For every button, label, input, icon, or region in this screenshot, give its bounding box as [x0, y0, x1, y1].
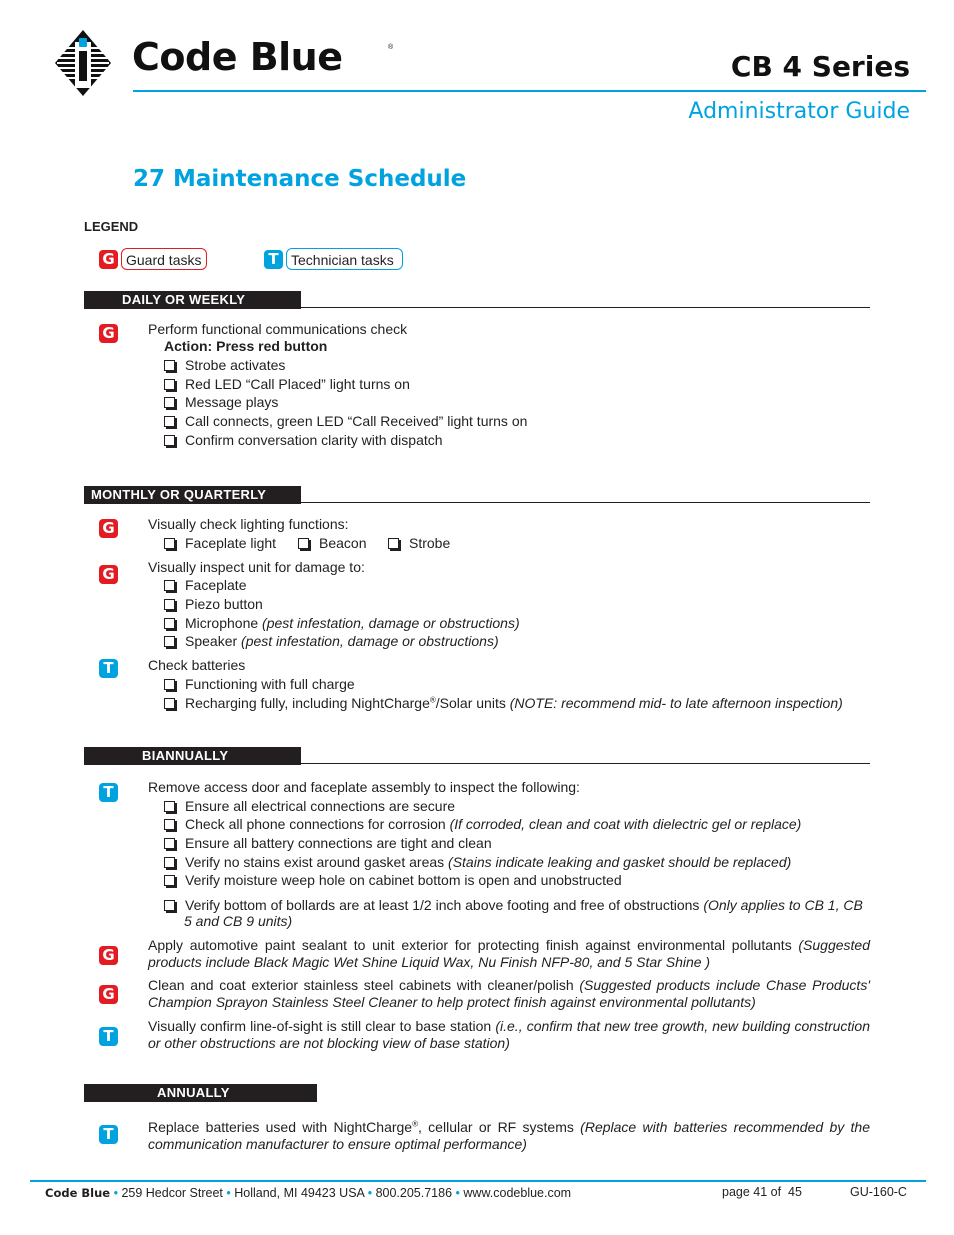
checklist-item: Confirm conversation clarity with dispatch: [164, 432, 443, 449]
checkbox-icon[interactable]: [164, 435, 175, 446]
technician-badge-icon: T: [99, 1027, 118, 1046]
checklist-item: Piezo button: [164, 596, 263, 613]
checkbox-icon[interactable]: [164, 698, 175, 709]
checkbox-icon[interactable]: [164, 801, 175, 812]
checklist-item: Faceplate light: [164, 535, 276, 552]
task-text: Perform functional communications check: [148, 321, 408, 337]
checkbox-icon[interactable]: [164, 857, 175, 868]
checkbox-icon[interactable]: [164, 379, 175, 390]
section-rule: [300, 763, 870, 764]
task-paragraph: Apply automotive paint sealant to unit exterior for protecting finish against environmental pollutants (Suggested products include Black Magic Wet Shine Liquid Wax, Nu Finish NFP-80, and 5 Star Shine ): [148, 937, 870, 970]
technician-badge-icon: T: [99, 783, 118, 802]
checkbox-icon[interactable]: [164, 397, 175, 408]
footer-website[interactable]: www.codeblue.com: [463, 1186, 572, 1200]
footer-separator: •: [455, 1186, 460, 1200]
footer-divider: [30, 1180, 926, 1182]
checkbox-icon[interactable]: [164, 875, 175, 886]
section-header-biannually: BIANNUALLY: [84, 747, 301, 765]
footer-separator: •: [113, 1186, 118, 1200]
document-id: GU-160-C: [850, 1185, 907, 1199]
checklist-item: Strobe activates: [164, 357, 285, 374]
section-header-daily: DAILY OR WEEKLY: [84, 291, 301, 309]
legend-label: LEGEND: [84, 219, 139, 234]
checkbox-icon[interactable]: [164, 599, 175, 610]
checkbox-icon[interactable]: [164, 636, 175, 647]
checkbox-icon[interactable]: [164, 618, 175, 629]
task-action: Action: Press red button: [164, 338, 328, 354]
guard-badge-icon: G: [99, 946, 118, 965]
section-header-annually: ANNUALLY: [84, 1084, 317, 1102]
task-text: Visually inspect unit for damage to:: [148, 559, 365, 575]
checklist-item: Verify bottom of bollards are at least 1/2 inch above footing and free of obstructions (Only applies to CB 1, CB: [164, 897, 863, 914]
checklist-item: Red LED “Call Placed” light turns on: [164, 376, 410, 393]
checklist-item: Check all phone connections for corrosion (If corroded, clean and coat with dielectric gel or replace): [164, 816, 801, 833]
guide-subtitle: Administrator Guide: [688, 99, 910, 124]
footer-contact: [45, 1186, 571, 1201]
checkbox-icon[interactable]: [164, 416, 175, 427]
checkbox-icon[interactable]: [164, 819, 175, 830]
technician-badge-icon: T: [264, 250, 283, 269]
code-blue-logo-icon: [55, 30, 111, 96]
checklist-item: Microphone (pest infestation, damage or obstructions): [164, 615, 520, 632]
footer-separator: •: [226, 1186, 231, 1200]
footer-phone: 800.205.7186: [375, 1186, 453, 1200]
technician-badge-icon: T: [99, 1125, 118, 1144]
footer-city: Holland, MI 49423 USA: [234, 1186, 365, 1200]
checkbox-icon[interactable]: [164, 538, 175, 549]
section-header-monthly: MONTHLY OR QUARTERLY: [84, 486, 301, 504]
checkbox-icon[interactable]: [164, 360, 175, 371]
checkbox-icon[interactable]: [298, 538, 309, 549]
header-divider: [133, 90, 926, 92]
checklist-item: Ensure all electrical connections are secure: [164, 798, 455, 815]
checkbox-icon[interactable]: [164, 679, 175, 690]
footer-separator: •: [367, 1186, 373, 1200]
guard-badge-icon: G: [99, 565, 118, 584]
guard-badge-icon: G: [99, 985, 118, 1004]
registered-mark: ®: [388, 44, 394, 51]
task-paragraph: Visually confirm line-of-sight is still clear to base station (i.e., confirm that new tree growth, new building construction or other obstructions are not blocking view of base station): [148, 1018, 870, 1051]
task-paragraph: Clean and coat exterior stainless steel cabinets with cleaner/polish (Suggested products include Chase Products' Champion Sprayon Stainless Steel Cleaner to help protect finish against environmental pollutants): [148, 977, 870, 1010]
checklist-item: Verify moisture weep hole on cabinet bottom is open and unobstructed: [164, 872, 622, 889]
task-text: Check batteries: [148, 657, 246, 673]
checkbox-icon[interactable]: [164, 580, 175, 591]
task-paragraph: Replace batteries used with NightCharge®, cellular or RF systems (Replace with batteries recommended by the communication manufacturer to ensure optimal performance): [148, 1119, 870, 1152]
checklist-item-continuation: 5 and CB 9 units): [184, 913, 293, 929]
footer-brand: Code Blue: [45, 1186, 111, 1200]
legend-technician-tasks: Technician tasks: [286, 248, 403, 270]
checklist-item: Functioning with full charge: [164, 676, 355, 693]
section-rule: [300, 307, 870, 308]
task-text: Remove access door and faceplate assembly to inspect the following:: [148, 779, 580, 795]
legend-guard-tasks: Guard tasks: [121, 248, 207, 270]
checkbox-icon[interactable]: [164, 838, 175, 849]
checklist-item: Recharging fully, including NightCharge®/Solar units (NOTE: recommend mid- to late afternoon inspection): [164, 695, 843, 712]
footer-address: 259 Hedcor Street: [121, 1186, 223, 1200]
section-rule: [300, 502, 870, 503]
checklist-item: Call connects, green LED “Call Received” light turns on: [164, 413, 527, 430]
brand-logo-text: Code Blue: [132, 35, 343, 79]
technician-badge-icon: T: [99, 659, 118, 678]
checkbox-icon[interactable]: [164, 900, 175, 911]
checklist-item: Verify no stains exist around gasket areas (Stains indicate leaking and gasket should be replaced): [164, 854, 791, 871]
checklist-item: Message plays: [164, 394, 278, 411]
guard-badge-icon: G: [99, 324, 118, 343]
checklist-item: Strobe: [388, 535, 450, 552]
checklist-item: Ensure all battery connections are tight and clean: [164, 835, 492, 852]
section-title: 27 Maintenance Schedule: [133, 166, 467, 192]
page-number: page 41 of 45: [722, 1185, 802, 1199]
checkbox-icon[interactable]: [388, 538, 399, 549]
checklist-item: Speaker (pest infestation, damage or obstructions): [164, 633, 499, 650]
checklist-item: Beacon: [298, 535, 366, 552]
task-text: Visually check lighting functions:: [148, 516, 349, 532]
series-title: CB 4 Series: [730, 50, 910, 83]
guard-badge-icon: G: [99, 519, 118, 538]
guard-badge-icon: G: [99, 250, 118, 269]
checklist-item: Faceplate: [164, 577, 246, 594]
